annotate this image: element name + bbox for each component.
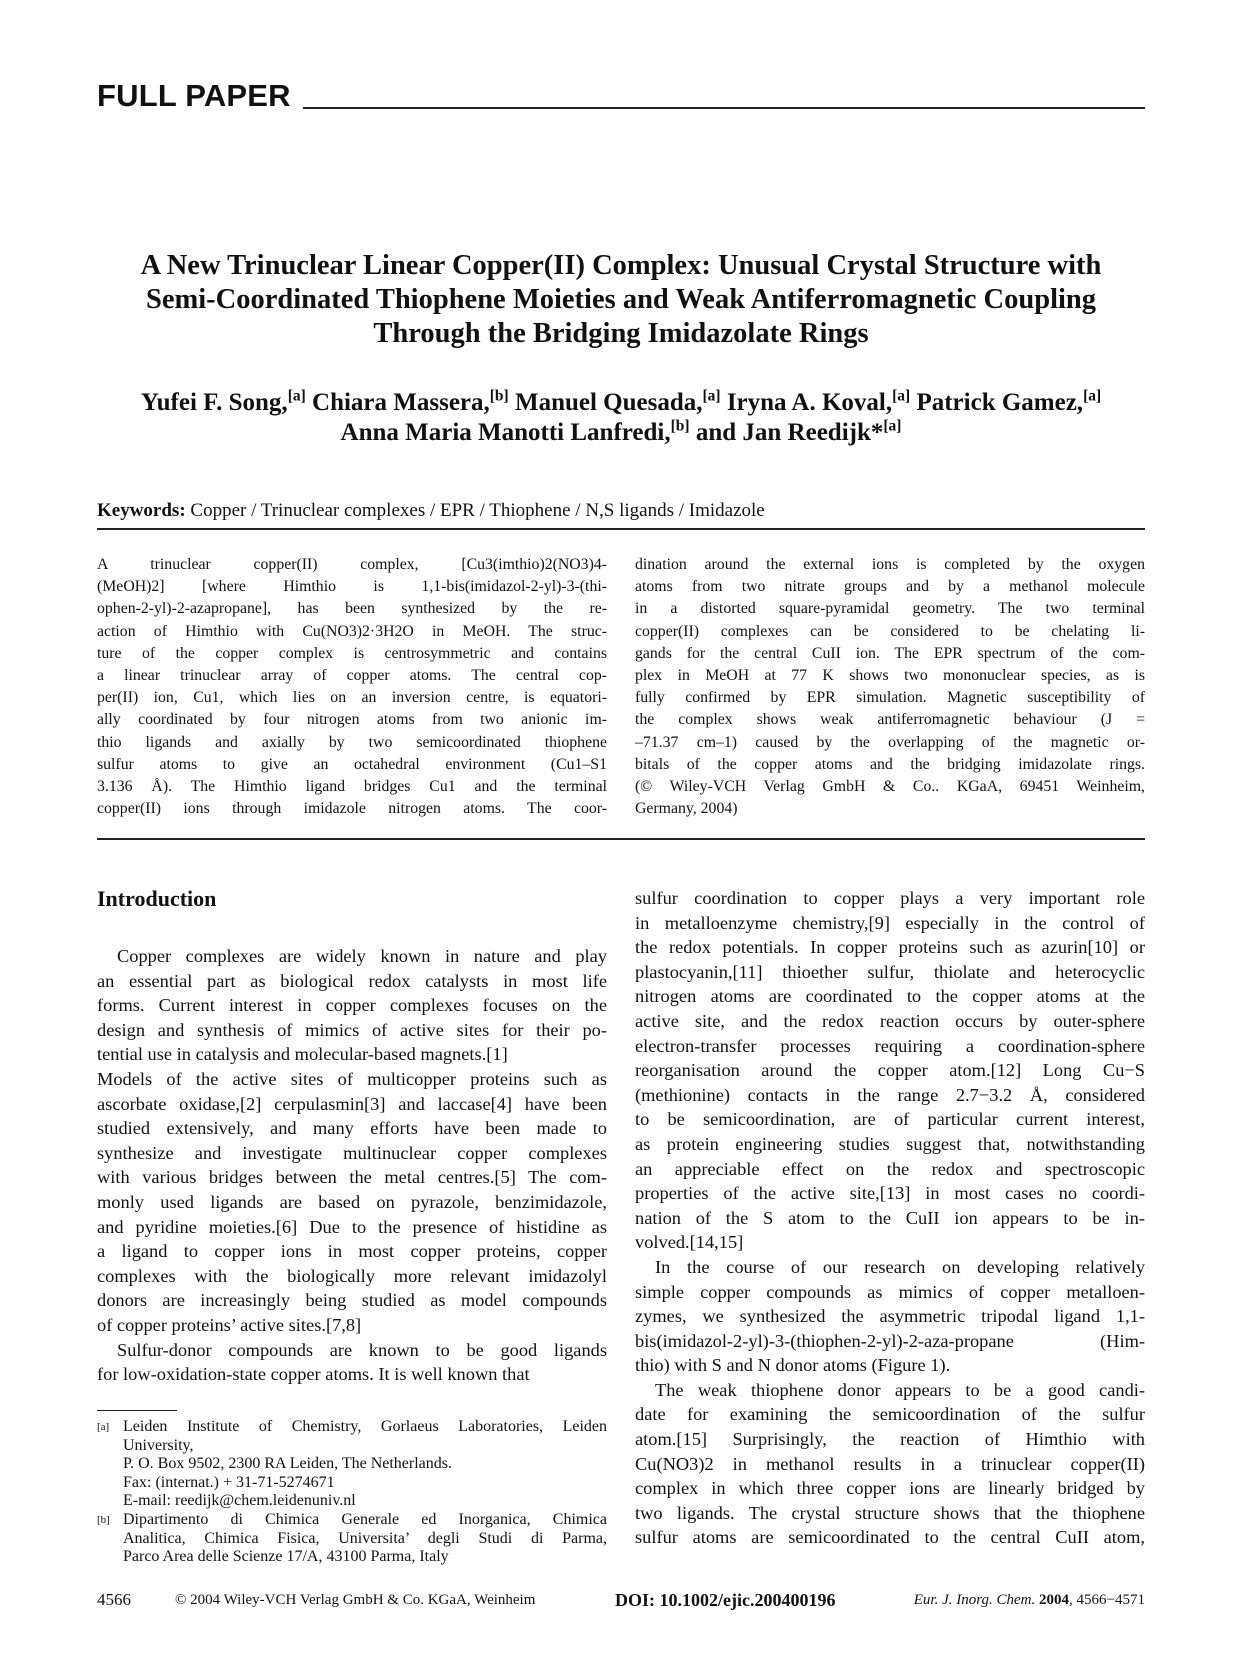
footnote-mark: [b] bbox=[97, 1513, 110, 1526]
body-text-line: design and synthesis of mimics of active sites for their po- bbox=[97, 1019, 607, 1040]
body-text-line: nation of the S atom to the CuII ion appears to be in- bbox=[635, 1207, 1145, 1228]
abstract-line: sulfur atoms to give an octahedral environment (Cu1–S1 bbox=[97, 755, 607, 773]
abstract-right-column bbox=[635, 554, 1145, 820]
author-affiliation: [a] bbox=[883, 417, 902, 435]
abstract-line: A trinuclear copper(II) complex, [Cu3(imthio)2(NO3)4- bbox=[97, 556, 607, 573]
body-text-line: plastocyanin,[11] thioether sulfur, thiolate and heterocyclic bbox=[635, 961, 1145, 982]
body-text-line: nitrogen atoms are coordinated to the copper atoms at the bbox=[635, 986, 1145, 1007]
abstract-line: thio ligands and axially by two semicoordinated thiophene bbox=[97, 733, 607, 751]
abstract-line: 3.136 Å). The Himthio ligand bridges Cu1 and the terminal bbox=[97, 777, 607, 795]
keywords-text: Copper / Trinuclear complexes / EPR / Thiophene / N,S ligands / Imidazole bbox=[190, 500, 765, 521]
abstract-line: plex in MeOH at 77 K shows two mononuclear species, as is bbox=[635, 666, 1145, 684]
author-affiliation: [a] bbox=[1083, 387, 1102, 405]
title-line: Through the Bridging Imidazolate Rings bbox=[373, 318, 869, 349]
body-text-line: for low-oxidation-state copper atoms. It is well known that bbox=[97, 1364, 530, 1385]
body-text-line: complex in which three copper ions are linearly bridged by bbox=[635, 1478, 1145, 1499]
body-left-column bbox=[97, 944, 607, 1387]
footnote-line: P. O. Box 9502, 2300 RA Leiden, The Netherlands. bbox=[123, 1455, 453, 1473]
body-text-line: reorganisation around the copper atom.[12] Long Cu−S bbox=[635, 1060, 1145, 1081]
doi: DOI: 10.1002/ejic.200400196 bbox=[615, 1590, 836, 1610]
abstract-line: the complex shows weak antiferromagnetic behaviour (J = bbox=[635, 711, 1145, 729]
author-affiliation: [a] bbox=[287, 387, 306, 405]
body-text-line: date for examining the semicoordination of the sulfur bbox=[635, 1404, 1145, 1425]
abstract-line: a linear trinuclear array of copper atoms. The central cop- bbox=[97, 666, 607, 684]
footnote-line: Parco Area delle Scienze 17/A, 43100 Parma, Italy bbox=[123, 1548, 449, 1566]
article-type-label: FULL PAPER bbox=[97, 78, 291, 113]
body-text-line: with various bridges between the metal centres.[5] The com- bbox=[97, 1167, 607, 1188]
body-text-line: ascorbate oxidase,[2] cerpulasmin[3] and laccase[4] have been bbox=[97, 1093, 607, 1114]
abstract-line: dination around the external ions is completed by the oxygen bbox=[635, 556, 1145, 573]
body-text-line: a ligand to copper ions in most copper proteins, copper bbox=[97, 1241, 607, 1262]
abstract-line: bitals of the copper atoms and the bridging imidazolate rings. bbox=[635, 755, 1145, 773]
footnote-mark: [a] bbox=[97, 1421, 110, 1433]
abstract-line: ture of the copper complex is centrosymmetric and contains bbox=[97, 644, 607, 662]
body-right-column bbox=[635, 886, 1145, 1550]
article-title bbox=[97, 249, 1145, 351]
header-rule bbox=[303, 107, 1145, 109]
abstract-line: action of Himthio with Cu(NO3)2·3H2O in MeOH. The struc- bbox=[97, 622, 607, 640]
author-line-2 bbox=[97, 418, 1145, 448]
body-text-line: atom.[15] Surprisingly, the reaction of Himthio with bbox=[635, 1429, 1145, 1450]
footnote-line: Fax: (internat.) + 31-71-5274671 bbox=[123, 1473, 335, 1491]
body-text-line: studied extensively, and many efforts have been made to bbox=[97, 1118, 607, 1139]
author-name: Manuel Quesada, bbox=[514, 389, 703, 416]
abstract-line: copper(II) ions through imidazole nitrogen atoms. The coor- bbox=[97, 800, 607, 818]
body-text-line: two ligands. The crystal structure shows that the thiophene bbox=[635, 1502, 1145, 1523]
author-name: Patrick Gamez, bbox=[916, 389, 1084, 416]
author-line-1 bbox=[97, 388, 1145, 418]
body-text-line: to be semicoordination, are of particular current interest, bbox=[635, 1109, 1145, 1130]
body-text-line: simple copper compounds as mimics of copper metalloen- bbox=[635, 1281, 1145, 1302]
page-number: 4566 bbox=[97, 1590, 131, 1609]
copyright-notice: © 2004 Wiley-VCH Verlag GmbH & Co. KGaA, Weinheim bbox=[175, 1592, 536, 1608]
footnote-line: E-mail: reedijk@chem.leidenuniv.nl bbox=[123, 1492, 356, 1510]
body-text-line: The weak thiophene donor appears to be a good candi- bbox=[655, 1379, 1145, 1400]
body-text-line: sulfur atoms are semicoordinated to the central CuII atom, bbox=[635, 1527, 1145, 1548]
abstract-left-column bbox=[97, 554, 607, 820]
body-text-line: Copper complexes are widely known in nature and play bbox=[117, 946, 607, 966]
abstract-line: fully confirmed by EPR simulation. Magnetic susceptibility of bbox=[635, 689, 1145, 707]
body-text-line: of copper proteins’ active sites.[7,8] bbox=[97, 1314, 362, 1335]
keywords-label: Keywords: bbox=[97, 500, 186, 521]
body-text-line: sulfur coordination to copper plays a very important role bbox=[635, 888, 1145, 908]
footnote-line: Dipartimento di Chimica Generale ed Inorganica, Chimica bbox=[123, 1510, 607, 1528]
abstract-line: per(II) ion, Cu1, which lies on an inversion centre, is equatori- bbox=[97, 689, 607, 707]
footnote-line: Leiden Institute of Chemistry, Gorlaeus Laboratories, Leiden bbox=[123, 1418, 607, 1435]
journal-citation bbox=[914, 1592, 1145, 1609]
author-name: Yufei F. Song, bbox=[140, 389, 288, 416]
body-text-line: tential use in catalysis and molecular-based magnets.[1] bbox=[97, 1044, 508, 1065]
author-affiliation: [a] bbox=[892, 387, 911, 405]
author-affiliation: [b] bbox=[670, 417, 690, 435]
body-text-line: Sulfur-donor compounds are known to be good ligands bbox=[117, 1339, 607, 1360]
abstract-line: in a distorted square-pyramidal geometry. The two terminal bbox=[635, 600, 1145, 618]
body-text-line: active site, and the redox reaction occurs by outer-sphere bbox=[635, 1010, 1145, 1031]
body-text-line: an appreciable effect on the redox and spectroscopic bbox=[635, 1158, 1145, 1179]
footnote-line: University, bbox=[123, 1436, 194, 1454]
body-text-line: bis(imidazol-2-yl)-3-(thiophen-2-yl)-2-aza-propane (Him- bbox=[635, 1330, 1145, 1351]
body-text-line: an essential part as biological redox catalysts in most life bbox=[97, 970, 607, 991]
body-text-line: complexes with the biologically more relevant imidazolyl bbox=[97, 1265, 607, 1286]
affiliation-footnotes bbox=[97, 1418, 607, 1567]
abstract-line: (MeOH)2] [where Himthio is 1,1-bis(imidazol-2-yl)-3-(thi- bbox=[97, 578, 607, 596]
body-text-line: Cu(NO3)2 in methanol results in a trinuclear copper(II) bbox=[635, 1453, 1145, 1474]
page-footer bbox=[97, 1590, 1145, 1614]
body-text-line: donors are increasingly being studied as model compounds bbox=[97, 1290, 607, 1311]
body-text-line: thio) with S and N donor atoms (Figure 1). bbox=[635, 1355, 951, 1376]
body-text-line: properties of the active site,[13] in most cases no coordi- bbox=[635, 1183, 1145, 1204]
body-text-line: volved.[14,15] bbox=[635, 1232, 744, 1253]
body-text-line: forms. Current interest in copper complexes focuses on the bbox=[97, 995, 607, 1016]
author-list bbox=[97, 388, 1145, 448]
body-text-line: monly used ligands are based on pyrazole, benzimidazole, bbox=[97, 1191, 607, 1212]
body-text-line: electron-transfer processes requiring a coordination-sphere bbox=[635, 1035, 1145, 1056]
author-name: Chiara Massera, bbox=[312, 389, 490, 416]
abstract-line: ophen-2-yl)-2-azapropane], has been synthesized by the re- bbox=[97, 600, 607, 618]
journal-name: Eur. J. Inorg. Chem. bbox=[913, 1592, 1036, 1608]
journal-year: 2004 bbox=[1039, 1592, 1070, 1608]
abstract-line: atoms from two nitrate groups and by a methanol molecule bbox=[635, 578, 1145, 596]
body-text-line: In the course of our research on developing relatively bbox=[655, 1256, 1145, 1277]
author-affiliation: [b] bbox=[489, 387, 509, 405]
section-heading-introduction: Introduction bbox=[97, 886, 217, 911]
body-text-line: synthesize and investigate multinuclear copper complexes bbox=[97, 1142, 607, 1163]
author-name: Iryna A. Koval, bbox=[726, 389, 893, 416]
abstract-line: ally coordinated by four nitrogen atoms from two anionic im- bbox=[97, 711, 607, 729]
abstract-line: copper(II) complexes can be considered to be chelating li- bbox=[635, 622, 1145, 640]
author-affiliation: [a] bbox=[702, 387, 721, 405]
footnote-rule bbox=[97, 1410, 177, 1411]
abstract-line: (© Wiley-VCH Verlag GmbH & Co.. KGaA, 69451 Weinheim, bbox=[635, 777, 1145, 795]
journal-pages: , 4566−4571 bbox=[1069, 1592, 1145, 1608]
author-name: and Jan Reedijk* bbox=[695, 419, 884, 446]
footnote-line: Analitica, Chimica Fisica, Universita’ degli Studi di Parma, bbox=[123, 1529, 607, 1547]
keywords-rule bbox=[97, 528, 1145, 530]
running-header bbox=[97, 78, 1145, 118]
footnote bbox=[97, 1511, 607, 1567]
title-line: Semi-Coordinated Thiophene Moieties and Weak Antiferromagnetic Coupling bbox=[145, 284, 1097, 315]
body-text-line: zymes, we synthesized the asymmetric tripodal ligand 1,1- bbox=[635, 1306, 1145, 1327]
author-name: Anna Maria Manotti Lanfredi, bbox=[340, 419, 671, 446]
body-text-line: in metalloenzyme chemistry,[9] especially in the control of bbox=[635, 912, 1145, 933]
body-text-line: as protein engineering studies suggest that, notwithstanding bbox=[635, 1133, 1145, 1154]
body-text-line: Models of the active sites of multicopper proteins such as bbox=[97, 1068, 607, 1089]
abstract-line: –71.37 cm–1) caused by the overlapping of the magnetic or- bbox=[635, 733, 1145, 751]
abstract-line: gands for the central CuII ion. The EPR spectrum of the com- bbox=[635, 644, 1145, 662]
abstract-rule bbox=[97, 838, 1145, 840]
keywords bbox=[97, 500, 1145, 522]
body-text-line: the redox potentials. In copper proteins such as azurin[10] or bbox=[635, 937, 1145, 958]
footnote bbox=[97, 1418, 607, 1511]
body-text-line: and pyridine moieties.[6] Due to the presence of histidine as bbox=[97, 1216, 607, 1237]
abstract-line: Germany, 2004) bbox=[635, 800, 738, 818]
title-line: A New Trinuclear Linear Copper(II) Complex: Unusual Crystal Structure with bbox=[140, 250, 1102, 281]
body-text-line: (methionine) contacts in the range 2.7−3.2 Å, considered bbox=[635, 1084, 1145, 1105]
